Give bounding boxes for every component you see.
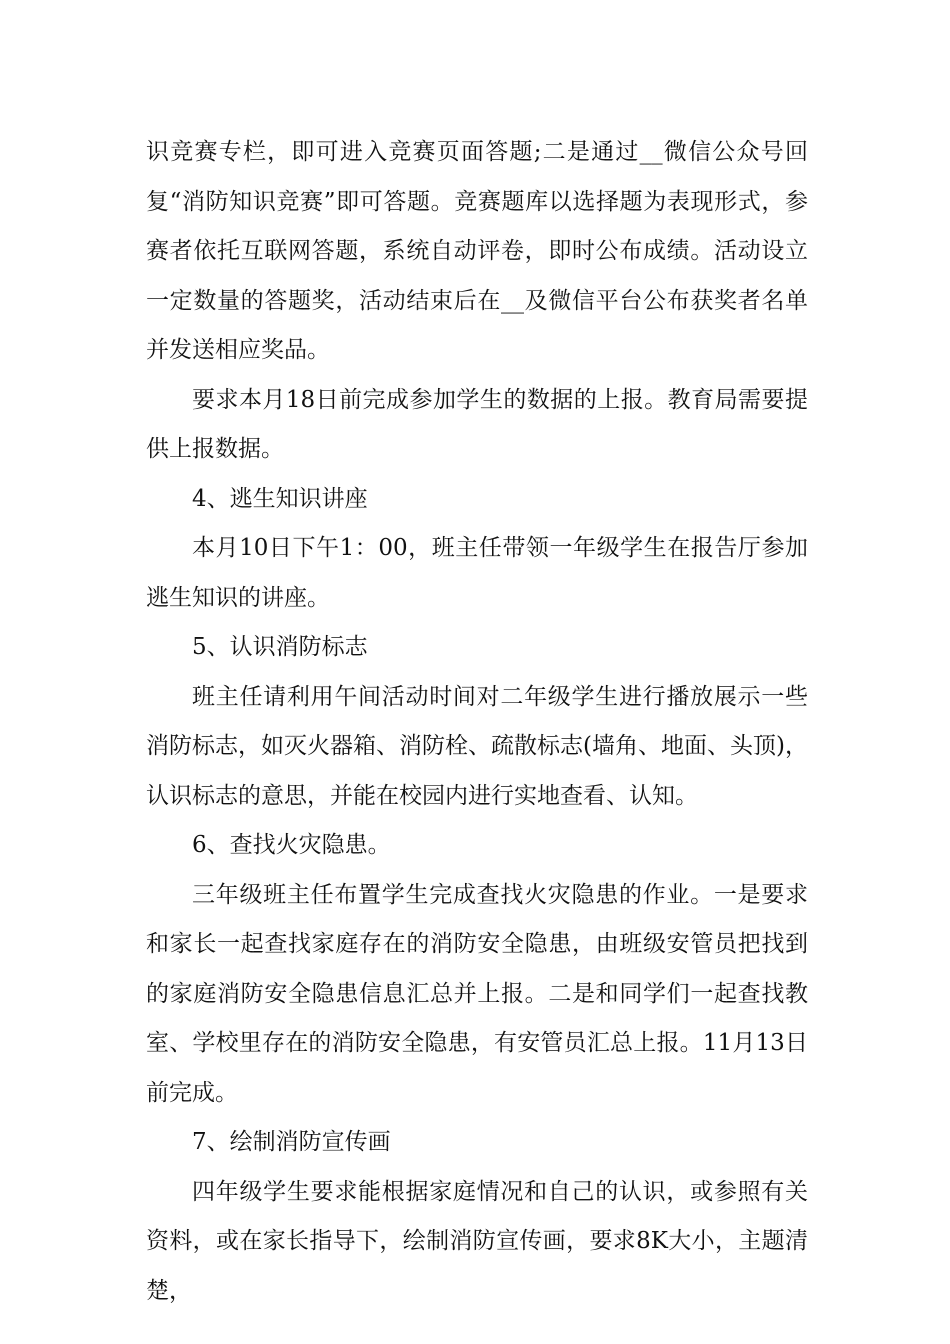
document-body: [146, 128, 808, 1316]
heading-fire-signs: 5、认识消防标志: [192, 634, 368, 660]
heading-escape-lecture: 4、逃生知识讲座: [192, 485, 368, 512]
paragraph-escape-lecture: 本月10日下午1：00，班主任带领一年级学生在报告厅参加逃生知识的讲座。: [146, 535, 808, 611]
heading-fire-hazards: 6、查找火灾隐患。: [192, 832, 391, 858]
heading-fire-posters: 7、绘制消防宣传画: [192, 1129, 391, 1155]
paragraph-data-report: 要求本月18日前完成参加学生的数据的上报。教育局需要提供上报数据。: [146, 386, 808, 462]
paragraph-fire-posters: 四年级学生要求能根据家庭情况和自己的认识，或参照有关资料，或在家长指导下，绘制消防宣传画，要求8K大小，主题清楚，: [146, 1178, 808, 1304]
paragraph-fire-signs: 班主任请利用午间活动时间对二年级学生进行播放展示一些消防标志，如灭火器箱、消防栓、疏散标志(墙角、地面、头顶)，认识标志的意思，并能在校园内进行实地查看、认知。: [146, 683, 808, 809]
paragraph-competition-details: 识竞赛专栏，即可进入竞赛页面答题;二是通过__微信公众号回复“消防知识竞赛”即可答题。竞赛题库以选择题为表现形式，参赛者依托互联网答题，系统自动评卷，即时公布成绩。活动设立一定数量的答题奖，活动结束后在__及微信平台公布获奖者名单并发送相应奖品。: [146, 139, 808, 363]
paragraph-fire-hazards: 三年级班主任布置学生完成查找火灾隐患的作业。一是要求和家长一起查找家庭存在的消防安全隐患，由班级安管员把找到的家庭消防安全隐患信息汇总并上报。二是和同学们一起查找教室、学校里存在的消防安全隐患，有安管员汇总上报。11月13日前完成。: [146, 881, 808, 1106]
